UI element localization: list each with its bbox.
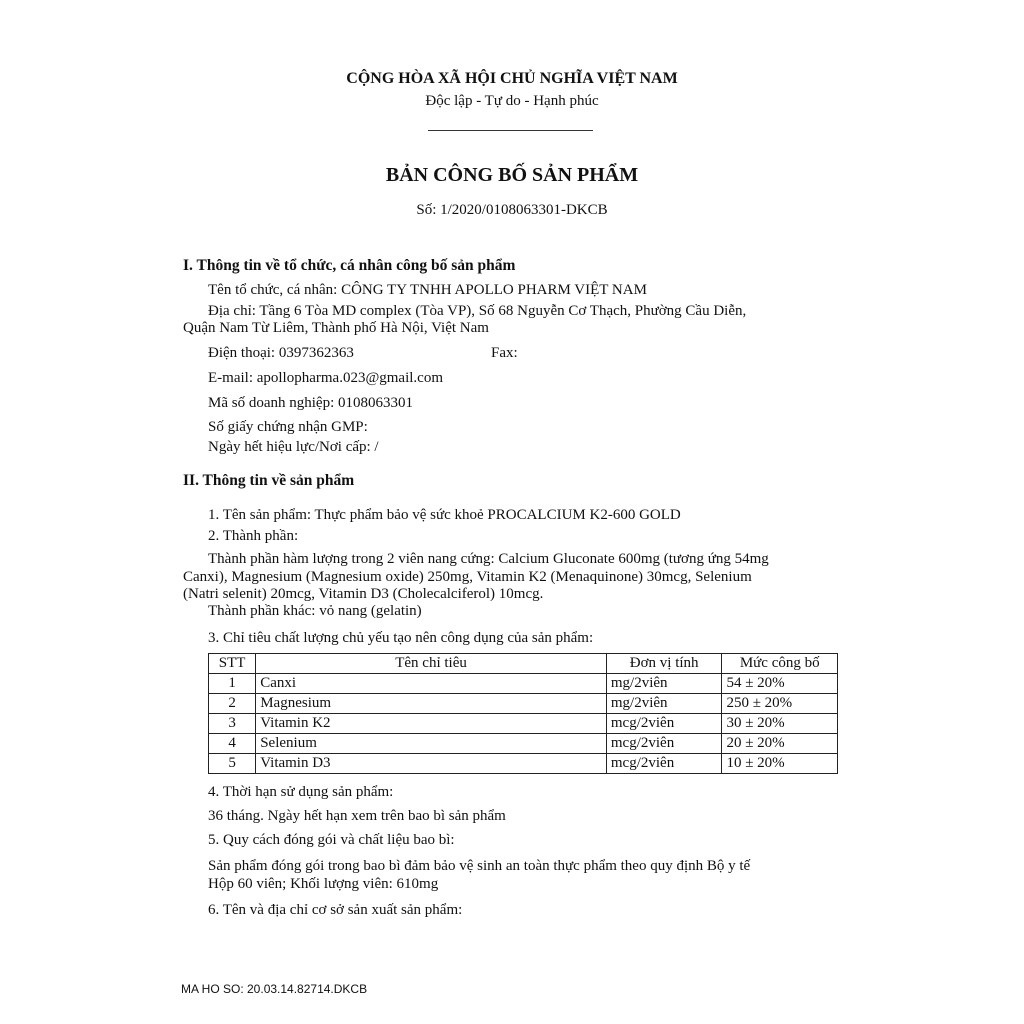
packaging-line-1: Sản phẩm đóng gói trong bao bì đảm bảo vệ sinh an toàn thực phẩm theo quy định Bộ y tế [208, 858, 751, 874]
row-unit: mcg/2viên [606, 714, 722, 734]
row-value: 20 ± 20% [722, 734, 838, 754]
row-stt: 3 [209, 714, 256, 734]
row-stt: 2 [209, 694, 256, 714]
document-number: Số: 1/2020/0108063301-DKCB [416, 202, 608, 218]
document-title: BẢN CÔNG BỐ SẢN PHẨM [385, 164, 639, 186]
column-header-value: Mức công bố [722, 654, 838, 674]
row-criterion: Vitamin D3 [256, 754, 607, 774]
row-criterion: Canxi [256, 674, 607, 694]
composition-heading: 2. Thành phần: [208, 528, 299, 544]
row-unit: mcg/2viên [606, 734, 722, 754]
table-header-row [209, 654, 838, 674]
row-value: 10 ± 20% [722, 754, 838, 774]
gmp-certificate: Số giấy chứng nhận GMP: [208, 419, 368, 435]
composition-line-2: Canxi), Magnesium (Magnesium oxide) 250mg, Vitamin K2 (Menaquinone) 30mcg, Selenium [183, 569, 752, 585]
nation-heading: CỘNG HÒA XÃ HỘI CHỦ NGHĨA VIỆT NAM [346, 70, 678, 87]
row-unit: mg/2viên [606, 674, 722, 694]
table-row [209, 694, 838, 714]
table-row [209, 754, 838, 774]
address-line-1: Địa chỉ: Tầng 6 Tòa MD complex (Tòa VP), Số 68 Nguyễn Cơ Thạch, Phường Cầu Diễn, [208, 303, 747, 319]
section-1-heading: I. Thông tin về tổ chức, cá nhân công bố sản phẩm [183, 257, 516, 274]
row-value: 250 ± 20% [722, 694, 838, 714]
table-row [209, 714, 838, 734]
shelf-life-heading: 4. Thời hạn sử dụng sản phẩm: [208, 784, 394, 800]
row-criterion: Vitamin K2 [256, 714, 607, 734]
section-2-heading: II. Thông tin về sản phẩm [183, 472, 355, 489]
column-header-stt: STT [209, 654, 256, 674]
row-stt: 1 [209, 674, 256, 694]
row-value: 30 ± 20% [722, 714, 838, 734]
tax-code: Mã số doanh nghiệp: 0108063301 [208, 395, 413, 411]
phone-number: Điện thoại: 0397362363 [208, 345, 354, 361]
address-line-2: Quận Nam Từ Liêm, Thành phố Hà Nội, Việt Nam [183, 320, 489, 336]
organization-name: Tên tổ chức, cá nhân: CÔNG TY TNHH APOLLO PHARM VIỆT NAM [208, 282, 647, 298]
national-motto: Độc lập - Tự do - Hạnh phúc [425, 93, 599, 109]
row-stt: 5 [209, 754, 256, 774]
row-value: 54 ± 20% [722, 674, 838, 694]
header-divider [428, 130, 593, 131]
column-header-name: Tên chỉ tiêu [256, 654, 607, 674]
row-unit: mg/2viên [606, 694, 722, 714]
row-stt: 4 [209, 734, 256, 754]
packaging-line-2: Hộp 60 viên; Khối lượng viên: 610mg [208, 876, 439, 892]
fax-label: Fax: [491, 345, 518, 361]
manufacturer-heading: 6. Tên và địa chỉ cơ sở sản xuất sản phẩm: [208, 902, 463, 918]
quality-criteria-table [208, 653, 838, 774]
certificate-expiry: Ngày hết hiệu lực/Nơi cấp: / [208, 439, 379, 455]
shelf-life-text: 36 tháng. Ngày hết hạn xem trên bao bì sản phẩm [208, 808, 506, 824]
dossier-code: MA HO SO: 20.03.14.82714.DKCB [181, 982, 368, 996]
table-row [209, 734, 838, 754]
email-address: E-mail: apollopharma.023@gmail.com [208, 370, 444, 386]
packaging-heading: 5. Quy cách đóng gói và chất liệu bao bì: [208, 832, 455, 848]
other-ingredients: Thành phần khác: vỏ nang (gelatin) [208, 603, 422, 619]
product-name: 1. Tên sản phẩm: Thực phẩm bảo vệ sức khoẻ PROCALCIUM K2-600 GOLD [208, 507, 681, 523]
row-unit: mcg/2viên [606, 754, 722, 774]
row-criterion: Magnesium [256, 694, 607, 714]
column-header-unit: Đơn vị tính [606, 654, 722, 674]
composition-line-3: (Natri selenit) 20mcg, Vitamin D3 (Cholecalciferol) 10mcg. [183, 586, 544, 602]
table-row [209, 674, 838, 694]
composition-line-1: Thành phần hàm lượng trong 2 viên nang cứng: Calcium Gluconate 600mg (tương ứng 54mg [208, 551, 769, 567]
quality-criteria-heading: 3. Chỉ tiêu chất lượng chủ yếu tạo nên công dụng của sản phẩm: [208, 630, 594, 646]
row-criterion: Selenium [256, 734, 607, 754]
